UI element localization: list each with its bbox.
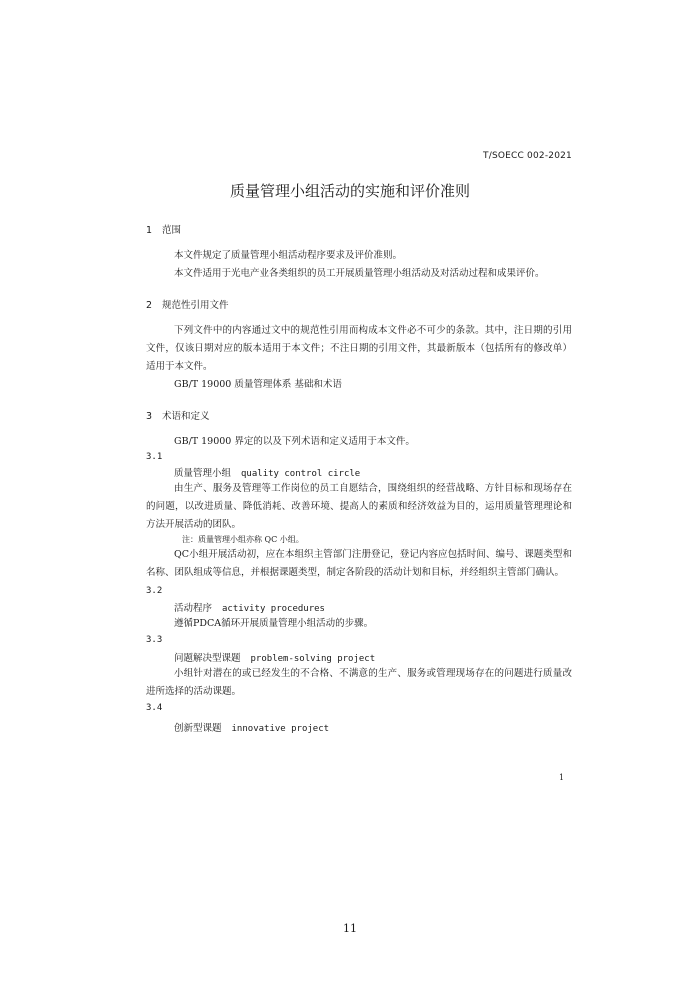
outer-page-number: 11 [343,922,357,935]
term-zh: 创新型课题 [174,723,222,734]
section-number: 3 [146,411,153,422]
document-title: 质量管理小组活动的实施和评价准则 [229,182,470,200]
scope-paragraph-2: 本文件适用于光电产业各类组织的员工开展质量管理小组活动及对活动过程和成果评价。 [174,268,545,279]
term-number: 3.4 [146,703,163,713]
term-heading [174,465,360,479]
reference-item-gbt19000: GB/T 19000 质量管理体系 基础和术语 [174,379,342,390]
section-title: 术语和定义 [162,411,210,422]
term-number: 3.1 [146,452,163,462]
normative-references-paragraph: 下列文件中的内容通过文中的规范性引用而构成本文件必不可少的条款。其中，注日期的引用文件，仅该日期对应的版本适用于本文件；不注日期的引用文件，其最新版本（包括所有的修改单）适用于本文件。 [146,325,572,372]
term-heading [174,650,375,664]
term-note: 注：质量管理小组亦称 QC 小组。 [182,535,304,544]
section-title: 规范性引用文件 [162,300,229,311]
term-extra-paragraph: QC小组开展活动初，应在本组织主管部门注册登记，登记内容应包括时间、编号、课题类型和名称、团队组成等信息，并根据课题类型，制定各阶段的活动计划和目标，并经组织主管部门确认。 [146,549,572,578]
term-en: quality control circle [241,469,361,479]
section-heading-normative-references [146,297,229,311]
term-en: innovative project [231,724,330,734]
term-heading [174,720,329,734]
term-en: problem-solving project [250,654,376,664]
standard-code: T/SOECC 002-2021 [483,151,572,161]
section-number: 2 [146,300,153,311]
section-heading-scope [146,222,181,236]
terms-intro: GB/T 19000 界定的以及下列术语和定义适用于本文件。 [174,436,415,447]
term-en: activity procedures [222,604,325,614]
term-definition: 由生产、服务及管理等工作岗位的员工自愿结合，围绕组织的经营战略、方针目标和现场存在的问题，以改进质量、降低消耗、改善环境、提高人的素质和经济效益为目的，运用质量管理理论和方法开展活动的团队。 [146,483,572,530]
term-definition: 小组针对潜在的或已经发生的不合格、不满意的生产、服务或管理现场存在的问题进行质量改进所选择的活动课题。 [146,668,572,697]
section-title: 范围 [162,225,182,236]
inner-page-number: 1 [559,773,565,782]
term-zh: 质量管理小组 [174,468,232,479]
section-heading-terms [146,408,210,422]
scope-paragraph-1: 本文件规定了质量管理小组活动程序要求及评价准则。 [174,250,403,261]
term-definition: 遵循PDCA循环开展质量管理小组活动的步骤。 [174,618,374,629]
term-heading [174,600,325,614]
term-zh: 活动程序 [174,603,213,614]
term-zh: 问题解决型课题 [174,653,241,664]
term-number: 3.2 [146,586,163,596]
term-number: 3.3 [146,635,163,645]
section-number: 1 [146,225,153,236]
